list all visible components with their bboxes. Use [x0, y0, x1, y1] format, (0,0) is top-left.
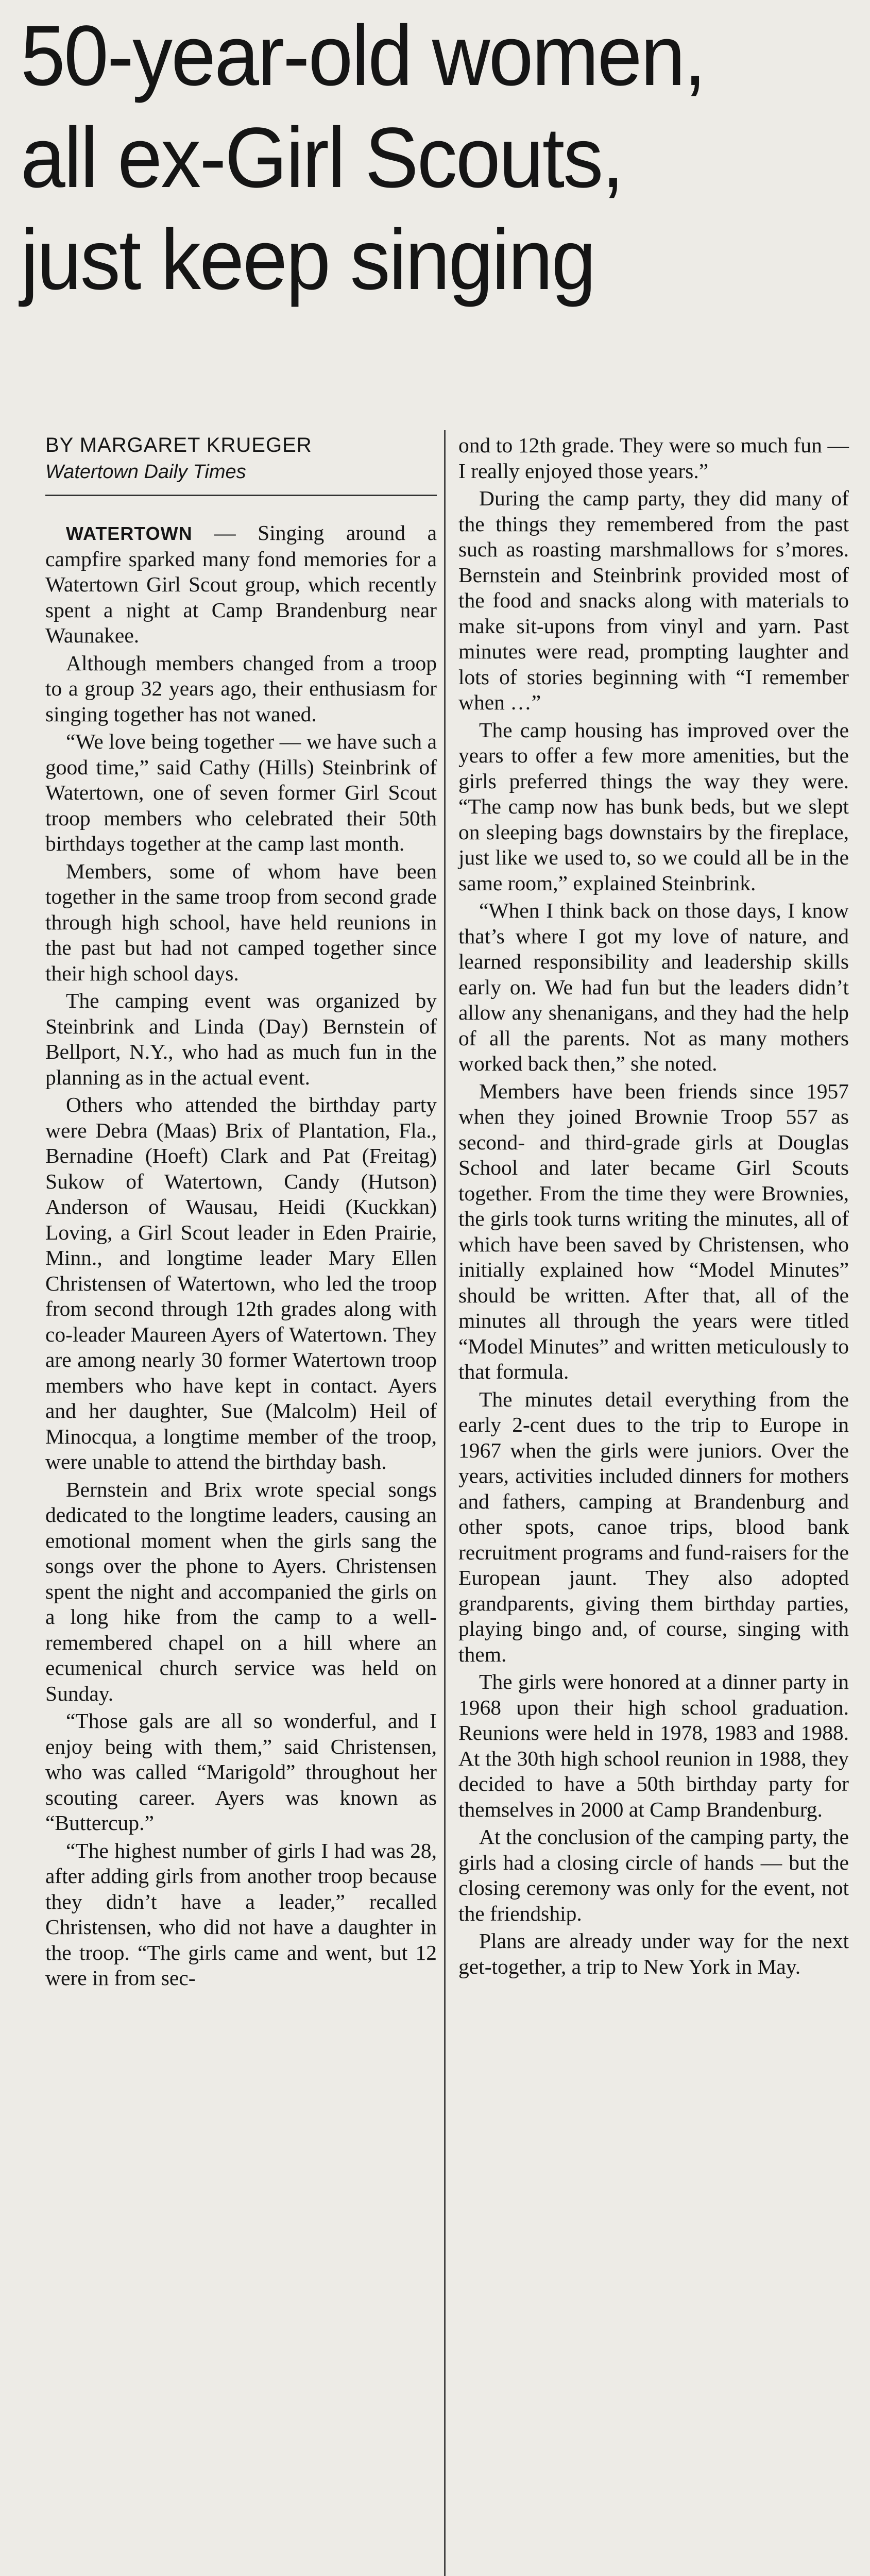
- paragraph: During the camp party, they did many of the things they remembered from the past such as roasting marshmallows for s’mores. Bernstein and Steinbrink provided most of the food and snacks along with materials to make sit-upons from vinyl and yarn. Past minutes were read, prompting laughter and lots of stories beginning with “I remember when …”: [458, 486, 849, 714]
- byline-author: BY MARGARET KRUEGER: [45, 434, 312, 456]
- paragraph: Members, some of whom have been together in the same troop from second grade through high school, have held reunions in the past but had not camped together since their high school days.: [45, 859, 437, 985]
- byline-publication: Watertown Daily Times: [45, 461, 246, 483]
- headline-line-3: just keep singing: [21, 212, 595, 308]
- headline-line-2: all ex-Girl Scouts,: [21, 110, 623, 206]
- paragraph-continuation: ond to 12th grade. They were so much fun — I really enjoyed those years.”: [458, 433, 849, 483]
- dateline: WATERTOWN: [66, 523, 193, 544]
- paragraph: WATERTOWN — Singing around a campfire sparked many fond memories for a Watertown Girl Scout group, which recently spent a night at Camp Brandenburg near Waunakee.: [45, 521, 437, 647]
- paragraph: “We love being together — we have such a good time,” said Cathy (Hills) Steinbrink of Watertown, one of seven former Girl Scout troop members who celebrated their 50th birthdays together at the camp last month.: [45, 730, 437, 855]
- column-divider: [444, 430, 446, 2576]
- paragraph: Plans are already under way for the next get-together, a trip to New York in May.: [458, 1929, 849, 1978]
- paragraph: Members have been friends since 1957 when they joined Brownie Troop 557 as second- and third-grade girls at Douglas School and later became Girl Scouts together. From the time they were Brownies, the girls took turns writing the minutes, all of which have been saved by Christensen, who initially explained how “Model Minutes” should be written. After that, all of the minutes all through the years were titled “Model Minutes” and written meticulously to that formula.: [458, 1079, 849, 1383]
- paragraph: Others who attended the birthday party were Debra (Maas) Brix of Plantation, Fla., Bernadine (Hoeft) Clark and Pat (Freitag) Sukow of Watertown, Candy (Hutson) Anderson of Wausau, Heidi (Kuckkan) Loving, a Girl Scout leader in Eden Prairie, Minn., and longtime leader Mary Ellen Christensen of Watertown, who led the troop from second through 12th grades along with co-leader Maureen Ayers of Watertown. They are among nearly 30 former Watertown troop members who have kept in contact. Ayers and her daughter, Sue (Malcolm) Heil of Minocqua, a longtime member of the troop, were unable to attend the birthday bash.: [45, 1093, 437, 1473]
- paragraph: At the conclusion of the camping party, the girls had a closing circle of hands — but the closing ceremony was only for the event, not the friendship.: [458, 1825, 849, 1925]
- paragraph: “When I think back on those days, I know that’s where I got my love of nature, and learned responsibility and leadership skills early on. We had fun but the leaders didn’t allow any shenanigans, and they had the help of all the parents. Not as many mothers worked back then,” she noted.: [458, 899, 849, 1075]
- paragraph: “Those gals are all so wonderful, and I enjoy being with them,” said Christensen, who was called “Marigold” throughout her scouting career. Ayers was known as “Buttercup.”: [45, 1709, 437, 1835]
- article-column-2: [458, 433, 849, 1981]
- article-column-1: [45, 520, 437, 1993]
- headline-line-1: 50-year-old women,: [21, 8, 705, 104]
- paragraph: Bernstein and Brix wrote special songs dedicated to the longtime leaders, causing an emotional moment when the girls sang the songs over the phone to Ayers. Christensen spent the night and accompanied the girls on a long hike from the camp to a well-remembered chapel on a hill where an ecumenical church service was held on Sunday.: [45, 1477, 437, 1705]
- paragraph: The camping event was organized by Steinbrink and Linda (Day) Bernstein of Bellport, N.Y., who had as much fun in the planning as in the actual event.: [45, 989, 437, 1089]
- byline-divider: [45, 495, 437, 496]
- paragraph: The camp housing has improved over the years to offer a few more amenities, but the girls preferred things the way they were. “The camp now has bunk beds, but we slept on sleeping bags downstairs by the fireplace, just like we used to, so we could all be in the same room,” explained Steinbrink.: [458, 718, 849, 895]
- paragraph: Although members changed from a troop to a group 32 years ago, their enthusiasm for singing together has not waned.: [45, 651, 437, 726]
- paragraph: The minutes detail everything from the early 2-cent dues to the trip to Europe in 1967 when the girls were juniors. Over the years, activities included dinners for mothers and fathers, camping at Brandenburg and other spots, canoe trips, blood bank recruitment programs and fund-raisers for the European jaunt. They also adopted grandparents, giving them birthday parties, playing bingo and, of course, singing with them.: [458, 1387, 849, 1666]
- paragraph: The girls were honored at a dinner party in 1968 upon their high school graduation. Reunions were held in 1978, 1983 and 1988. At the 30th high school reunion in 1988, they decided to have a 50th birthday party for themselves in 2000 at Camp Brandenburg.: [458, 1670, 849, 1821]
- byline: [45, 431, 437, 485]
- paragraph: “The highest number of girls I had was 28, after adding girls from another troop because they didn’t have a leader,” recalled Christensen, who did not have a daughter in the troop. “The girls came and went, but 12 were in from sec-: [45, 1838, 437, 1990]
- headline: [21, 5, 805, 311]
